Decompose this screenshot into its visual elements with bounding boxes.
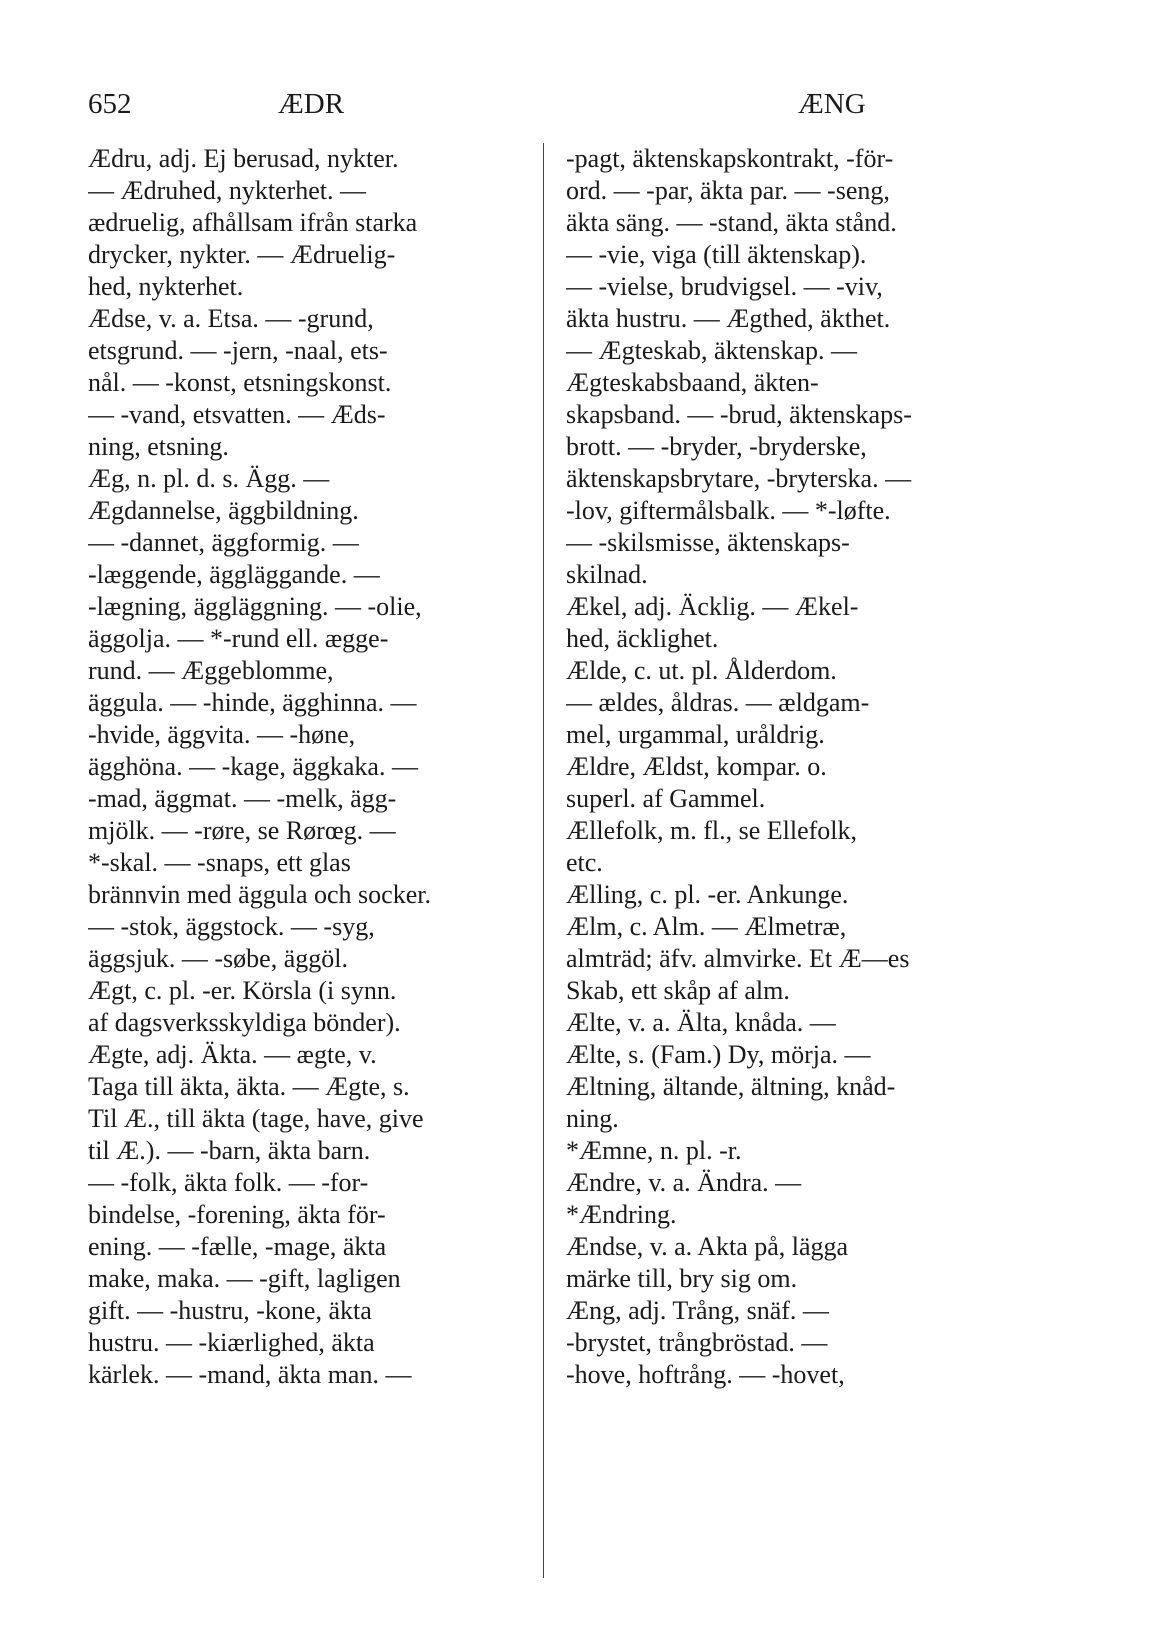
entry-line: — -dannet, äggformig. — — [88, 528, 359, 557]
entry-line: äggsjuk. — -søbe, äggöl. — [88, 944, 348, 973]
entry-line: mjölk. — -røre, se Rørœg. — — [88, 816, 396, 845]
entry-line: äkta hustru. — Ægthed, äkthet. — [566, 304, 891, 333]
entry-line: Ædse, v. a. Etsa. — -grund, — [88, 304, 374, 333]
entry-line: nål. — -konst, etsningskonst. — [88, 368, 392, 397]
entry-line: -brystet, trångbröstad. — — [566, 1328, 828, 1357]
entry-line: hed, äcklighet. — [566, 624, 719, 653]
entry-line: -pagt, äktenskapskontrakt, -för- — [566, 144, 894, 173]
entry-line: Til Æ., till äkta (tage, have, give — [88, 1104, 424, 1133]
right-guide-word: ÆNG — [798, 88, 866, 120]
entry-line: märke till, bry sig om. — [566, 1264, 798, 1293]
entry-line: Skab, ett skåp af alm. — [566, 976, 790, 1005]
entry-line: Ællefolk, m. fl., se Ellefolk, — [566, 816, 858, 845]
right-column — [566, 143, 1021, 1391]
entry-line: äggula. — -hinde, ägghinna. — — [88, 688, 417, 717]
entry-line: ägghöna. — -kage, äggkaka. — — [88, 752, 418, 781]
entry-line: Ælde, c. ut. pl. Ålderdom. — [566, 656, 837, 685]
entry-line: — Ædruhed, nykterhet. — — [88, 176, 367, 205]
entry-line: ning. — [566, 1104, 619, 1133]
entry-line: — Ægteskab, äktenskap. — — [566, 336, 858, 365]
entry-line: skapsband. — -brud, äktenskaps- — [566, 400, 912, 429]
page-header — [88, 88, 1068, 128]
entry-line: kärlek. — -mand, äkta man. — — [88, 1360, 412, 1389]
entry-line: almträd; äfv. almvirke. Et Æ—es — [566, 944, 910, 973]
entry-line: ædruelig, afhållsam ifrån starka — [88, 208, 418, 237]
entry-line: brännvin med äggula och socker. — [88, 880, 431, 909]
entry-line: skilnad. — [566, 560, 648, 589]
entry-line: etc. — [566, 848, 603, 877]
entry-line: til Æ.). — -barn, äkta barn. — [88, 1136, 371, 1165]
entry-line: brott. — -bryder, -bryderske, — [566, 432, 867, 461]
entry-line: ning, etsning. — [88, 432, 229, 461]
entry-line: etsgrund. — -jern, -naal, ets- — [88, 336, 388, 365]
entry-line: äkta säng. — -stand, äkta stånd. — [566, 208, 897, 237]
entry-line: — -vand, etsvatten. — Æds- — [88, 400, 386, 429]
entry-line: Ændse, v. a. Akta på, lägga — [566, 1232, 849, 1261]
entry-line: Ægte, adj. Äkta. — ægte, v. — [88, 1040, 377, 1069]
entry-line: make, maka. — -gift, lagligen — [88, 1264, 401, 1293]
entry-line: gift. — -hustru, -kone, äkta — [88, 1296, 372, 1325]
left-column — [88, 143, 543, 1391]
entry-line: Ægt, c. pl. -er. Körsla (i synn. — [88, 976, 397, 1005]
entry-line: Ælm, c. Alm. — Ælmetræ, — [566, 912, 847, 941]
entry-line: af dagsverksskyldiga bönder). — [88, 1008, 401, 1037]
entry-line: -læggende, äggläggande. — — [88, 560, 380, 589]
entry-line: *-skal. — -snaps, ett glas — [88, 848, 351, 877]
entry-line: Ægdannelse, äggbildning. — [88, 496, 359, 525]
entry-line: superl. af Gammel. — [566, 784, 766, 813]
entry-line: Ædru, adj. Ej berusad, nykter. — [88, 144, 399, 173]
entry-line: ening. — -fælle, -mage, äkta — [88, 1232, 387, 1261]
entry-line: — ældes, åldras. — ældgam- — [566, 688, 870, 717]
entry-line: Ælte, s. (Fam.) Dy, mörja. — — [566, 1040, 871, 1069]
entry-line: Ældre, Ældst, kompar. o. — [566, 752, 827, 781]
entry-line: Ændre, v. a. Ändra. — — [566, 1168, 802, 1197]
entry-line: rund. — Æggeblomme, — [88, 656, 334, 685]
entry-line: Æg, n. pl. d. s. Ägg. — — [88, 464, 330, 493]
entry-line: -hvide, äggvita. — -høne, — [88, 720, 356, 749]
entry-line: hed, nykterhet. — [88, 272, 244, 301]
entry-line: *Ændring. — [566, 1200, 677, 1229]
entry-line: -hove, hoftrång. — -hovet, — [566, 1360, 845, 1389]
entry-line: -mad, äggmat. — -melk, ägg- — [88, 784, 397, 813]
entry-line: — -skilsmisse, äktenskaps- — [566, 528, 850, 557]
entry-line: Æltning, ältande, ältning, knåd- — [566, 1072, 896, 1101]
entry-line: äggolja. — *-rund ell. ægge- — [88, 624, 389, 653]
entry-line: -lægning, äggläggning. — -olie, — [88, 592, 422, 621]
entry-line: bindelse, -forening, äkta för- — [88, 1200, 386, 1229]
entry-line: Ælling, c. pl. -er. Ankunge. — [566, 880, 849, 909]
entry-line: Æng, adj. Trång, snäf. — — [566, 1296, 829, 1325]
entry-line: Taga till äkta, äkta. — Ægte, s. — [88, 1072, 410, 1101]
entry-line: drycker, nykter. — Ædruelig- — [88, 240, 396, 269]
entry-line: Ækel, adj. Äcklig. — Ækel- — [566, 592, 859, 621]
page-number: 652 — [88, 88, 132, 120]
left-guide-word: ÆDR — [278, 88, 345, 120]
entry-line: hustru. — -kiærlighed, äkta — [88, 1328, 375, 1357]
entry-line: -lov, giftermålsbalk. — *-løfte. — [566, 496, 891, 525]
column-divider — [543, 143, 544, 1578]
entry-line: mel, urgammal, uråldrig. — [566, 720, 825, 749]
entry-line: — -folk, äkta folk. — -for- — [88, 1168, 369, 1197]
entry-line: Ælte, v. a. Älta, knåda. — — [566, 1008, 836, 1037]
entry-line: — -stok, äggstock. — -syg, — [88, 912, 375, 941]
entry-line: *Æmne, n. pl. -r. — [566, 1136, 742, 1165]
entry-line: ord. — -par, äkta par. — -seng, — [566, 176, 890, 205]
entry-line: Ægteskabsbaand, äkten- — [566, 368, 819, 397]
entry-line: äktenskapsbrytare, -bryterska. — — [566, 464, 912, 493]
entry-line: — -vielse, brudvigsel. — -viv, — [566, 272, 883, 301]
entry-line: — -vie, viga (till äktenskap). — [566, 240, 867, 269]
